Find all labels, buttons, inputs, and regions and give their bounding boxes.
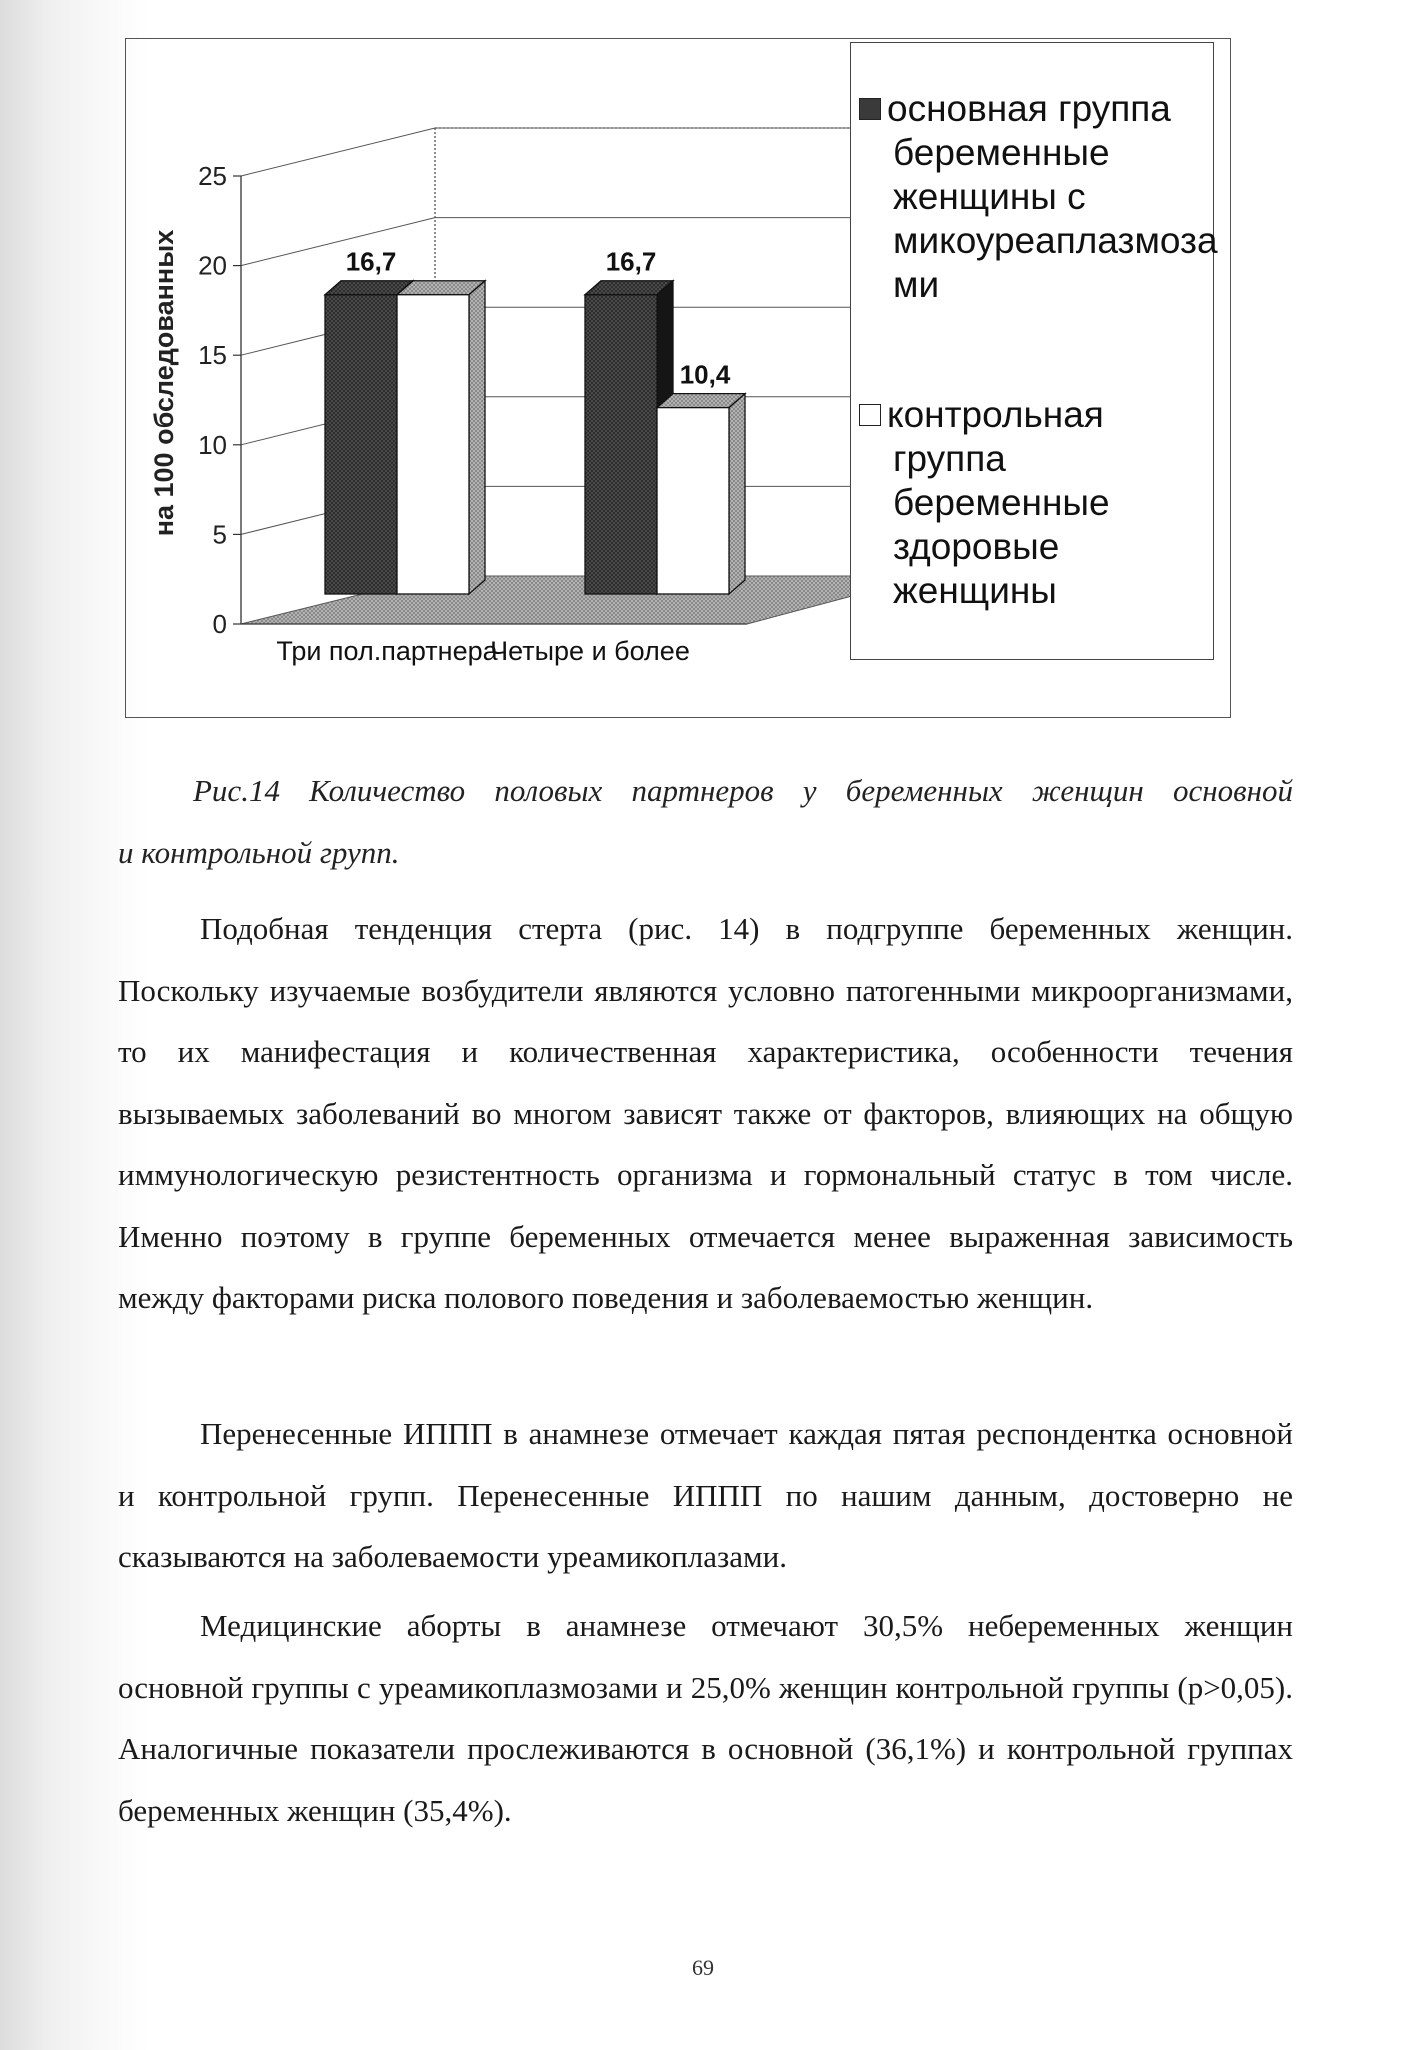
y-tick-label: 20 bbox=[198, 250, 227, 281]
bar bbox=[325, 295, 397, 594]
x-tick-label: Четыре и более bbox=[490, 636, 690, 666]
bar bbox=[585, 295, 657, 594]
body-paragraph: Перенесенные ИППП в анамнезе отмечает каждая пятая респондентка основной и контрольной групп. Перенесенные ИППП по нашим данным, достоверно не сказываются на заболеваемости уреамикоплазами. bbox=[118, 1416, 1293, 1574]
y-tick-label: 25 bbox=[198, 161, 227, 191]
legend-item-main-group bbox=[859, 87, 1218, 307]
gridline-side bbox=[241, 218, 435, 266]
gridline-side bbox=[241, 128, 435, 176]
legend-line bbox=[859, 263, 1211, 307]
body-paragraph: Медицинские аборты в анамнезе отмечают 30,5% небеременных женщин основной группы с уреамикоплазмозами и 25,0% женщин контрольной группы (p>0,05). Аналогичные показатели прослеживаются в основной (36,1%) и контрольной группах беременных женщин (35,4%). bbox=[118, 1608, 1293, 1828]
y-tick-label: 5 bbox=[212, 519, 227, 550]
legend-line bbox=[859, 437, 1211, 481]
legend-text: основная группа bbox=[887, 88, 1171, 129]
y-tick-label: 0 bbox=[212, 609, 227, 639]
x-tick-label: Три пол.партнера bbox=[276, 636, 498, 666]
legend-line bbox=[859, 175, 1211, 219]
y-axis bbox=[198, 161, 241, 639]
legend-text: здоровые bbox=[893, 526, 1060, 567]
legend-text: беременные bbox=[893, 482, 1110, 523]
data-label: 16,7 bbox=[605, 246, 657, 277]
bar-side bbox=[469, 281, 485, 594]
legend-text: беременные bbox=[893, 132, 1110, 173]
legend-line bbox=[859, 481, 1211, 525]
legend-text: ми bbox=[893, 264, 940, 305]
y-tick-label: 10 bbox=[198, 429, 227, 460]
bar-side bbox=[729, 394, 745, 594]
figure-caption bbox=[118, 760, 1293, 884]
legend-line bbox=[859, 131, 1211, 175]
legend-line bbox=[859, 569, 1211, 613]
bar-group bbox=[325, 281, 745, 594]
legend-text: контрольная bbox=[887, 394, 1104, 435]
legend-text: женщины с bbox=[893, 176, 1086, 217]
y-axis-title: на 100 обследованных bbox=[149, 229, 179, 537]
data-label: 16,7 bbox=[345, 246, 397, 277]
legend-line bbox=[859, 525, 1211, 569]
page-number: 69 bbox=[692, 1955, 714, 1980]
legend-swatch-control bbox=[859, 404, 881, 426]
legend-swatch-main bbox=[859, 98, 881, 120]
legend-item-control-group bbox=[859, 393, 1211, 613]
legend-text: женщины bbox=[893, 570, 1057, 611]
legend-line bbox=[859, 219, 1218, 263]
bar bbox=[397, 295, 469, 594]
data-label: 10,4 bbox=[679, 359, 731, 390]
caption-line-1: Рис.14 Количество половых партнеров у беременных женщин основной bbox=[193, 773, 1293, 808]
legend-line bbox=[859, 393, 1211, 437]
legend-text: микоуреаплазмоза bbox=[893, 220, 1218, 261]
legend-text: группа bbox=[893, 438, 1006, 479]
bar bbox=[657, 408, 729, 594]
chart-legend bbox=[850, 42, 1218, 660]
body-paragraph: Подобная тенденция стерта (рис. 14) в подгруппе беременных женщин. Поскольку изучаемые возбудители являются условно патогенными микроорганизмами, то их манифестация и количественная характеристика, особенности течения вызываемых заболеваний во многом зависят также от факторов, влияющих на общую иммунологическую резистентность организма и гормональный статус в том числе. Именно поэтому в группе беременных отмечается менее выраженная зависимость между факторами риска полового поведения и заболеваемостью женщин. bbox=[118, 911, 1293, 1315]
caption-line-2: и контрольной групп. bbox=[118, 835, 400, 870]
legend-line bbox=[859, 87, 1211, 131]
y-tick-label: 15 bbox=[198, 340, 227, 371]
